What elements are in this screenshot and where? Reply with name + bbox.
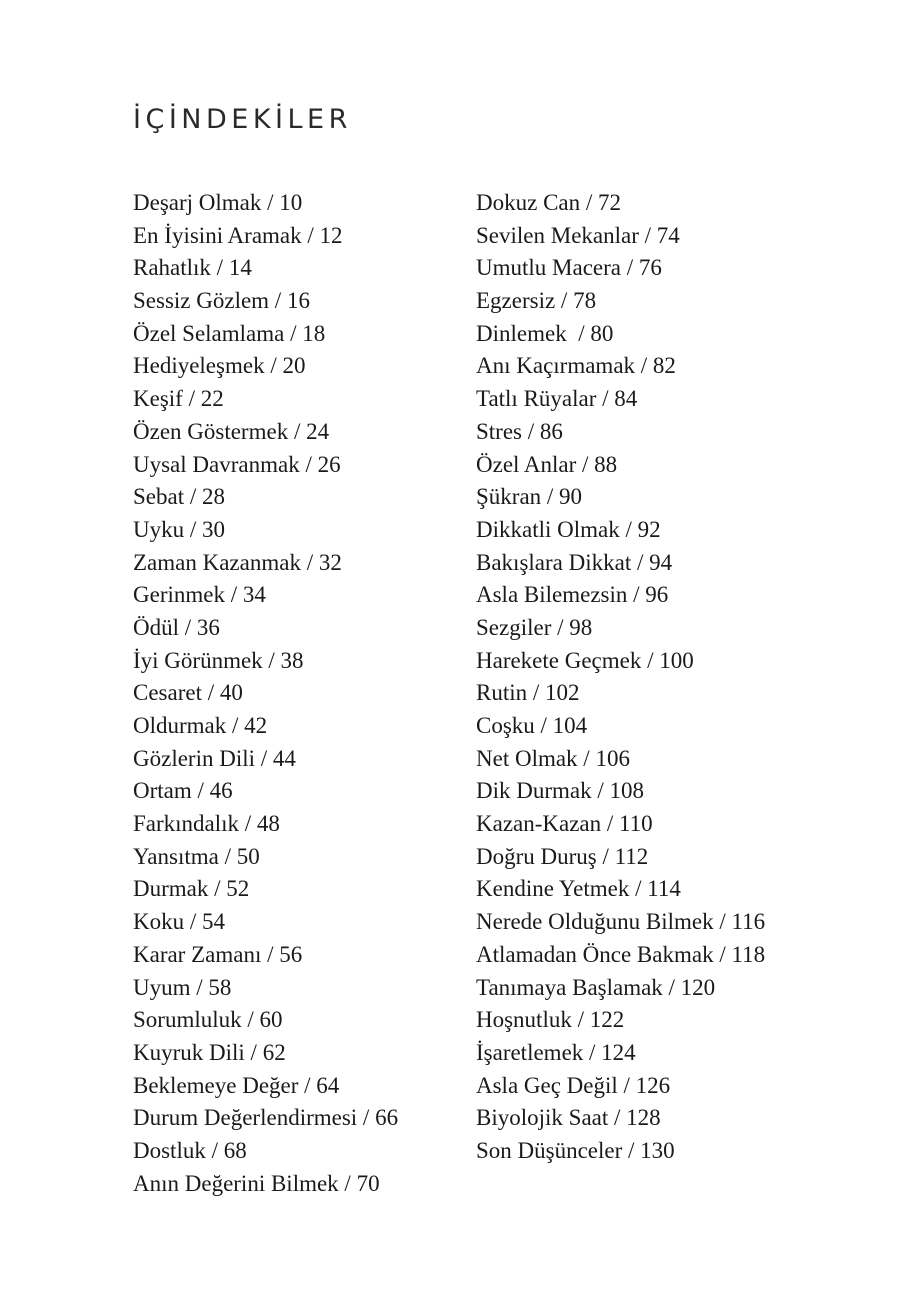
- toc-entry: Gözlerin Dili / 44: [133, 745, 296, 771]
- toc-entry: Bakışlara Dikkat / 94: [476, 549, 673, 575]
- toc-entry: Koku / 54: [133, 909, 225, 935]
- toc-entry: Anın Değerini Bilmek / 70: [133, 1170, 380, 1196]
- toc-entry: Doğru Duruş / 112: [476, 843, 649, 869]
- toc-entry: Sezgiler / 98: [476, 614, 593, 640]
- toc-entry: Rutin / 102: [476, 680, 580, 706]
- toc-entry: Ödül / 36: [133, 614, 220, 640]
- toc-entry: Nerede Olduğunu Bilmek / 116: [476, 909, 766, 935]
- toc-entry: Beklemeye Değer / 64: [133, 1072, 340, 1098]
- toc-entry: Cesaret / 40: [133, 680, 243, 706]
- toc-entry: Gerinmek / 34: [133, 582, 266, 608]
- toc-entry: Oldurmak / 42: [133, 713, 268, 738]
- toc-right-column: [476, 187, 806, 1168]
- toc-entry: Farkındalık / 48: [133, 811, 280, 837]
- toc-entry: Dinlemek / 80: [476, 320, 614, 346]
- toc-entry: Özel Anlar / 88: [476, 451, 618, 477]
- toc-entry: Özen Göstermek / 24: [133, 418, 330, 444]
- toc-entry: Yansıtma / 50: [133, 843, 260, 869]
- toc-entry: Anı Kaçırmamak / 82: [476, 353, 676, 379]
- toc-entry: İşaretlemek / 124: [476, 1039, 636, 1065]
- toc-entry: Zaman Kazanmak / 32: [133, 549, 342, 575]
- toc-entry: Tanımaya Başlamak / 120: [476, 974, 716, 1000]
- toc-entry: Ortam / 46: [133, 778, 233, 804]
- toc-entry: Biyolojik Saat / 128: [476, 1105, 661, 1131]
- toc-entry: İyi Görünmek / 38: [133, 647, 304, 673]
- toc-entry: Keşif / 22: [133, 386, 224, 412]
- toc-entry: Kazan-Kazan / 110: [476, 811, 653, 837]
- toc-entry: Asla Bilemezsin / 96: [476, 582, 669, 608]
- toc-entry: Dik Durmak / 108: [476, 778, 645, 804]
- toc-entry: Dostluk / 68: [133, 1137, 247, 1163]
- toc-left-column: [133, 187, 463, 1200]
- toc-entry: Harekete Geçmek / 100: [476, 647, 694, 673]
- toc-entry: Durum Değerlendirmesi / 66: [133, 1105, 399, 1131]
- toc-entry: En İyisini Aramak / 12: [133, 222, 343, 248]
- toc-entry: Uyum / 58: [133, 974, 232, 1000]
- page-title: İÇİNDEKİLER: [133, 104, 352, 135]
- toc-entry: Durmak / 52: [133, 876, 250, 902]
- toc-entry: Coşku / 104: [476, 713, 588, 738]
- toc-entry: Egzersiz / 78: [476, 288, 597, 314]
- toc-entry: Dokuz Can / 72: [476, 190, 622, 215]
- toc-entry: Asla Geç Değil / 126: [476, 1072, 671, 1098]
- toc-entry: Dikkatli Olmak / 92: [476, 516, 661, 542]
- toc-entry: Rahatlık / 14: [133, 255, 252, 281]
- toc-entry: Sorumluluk / 60: [133, 1007, 283, 1033]
- toc-entry: Umutlu Macera / 76: [476, 255, 662, 281]
- toc-entry: Hediyeleşmek / 20: [133, 353, 306, 379]
- toc-entry: Sebat / 28: [133, 484, 225, 510]
- toc-entry: Stres / 86: [476, 418, 563, 444]
- toc-entry: Sevilen Mekanlar / 74: [476, 222, 680, 248]
- toc-entry: Deşarj Olmak / 10: [133, 190, 303, 215]
- toc-entry: Net Olmak / 106: [476, 745, 630, 771]
- toc-entry: Son Düşünceler / 130: [476, 1137, 675, 1163]
- toc-entry: Atlamadan Önce Bakmak / 118: [476, 941, 766, 967]
- toc-entry: Kendine Yetmek / 114: [476, 876, 681, 902]
- toc-entry: Kuyruk Dili / 62: [133, 1039, 286, 1065]
- toc-entry: Özel Selamlama / 18: [133, 320, 326, 346]
- toc-entry: Şükran / 90: [476, 484, 583, 510]
- toc-entry: Karar Zamanı / 56: [133, 941, 303, 967]
- toc-entry: Sessiz Gözlem / 16: [133, 288, 310, 314]
- toc-entry: Uyku / 30: [133, 516, 225, 542]
- toc-entry: Tatlı Rüyalar / 84: [476, 386, 638, 412]
- toc-entry: Uysal Davranmak / 26: [133, 451, 341, 477]
- toc-entry: Hoşnutluk / 122: [476, 1007, 625, 1033]
